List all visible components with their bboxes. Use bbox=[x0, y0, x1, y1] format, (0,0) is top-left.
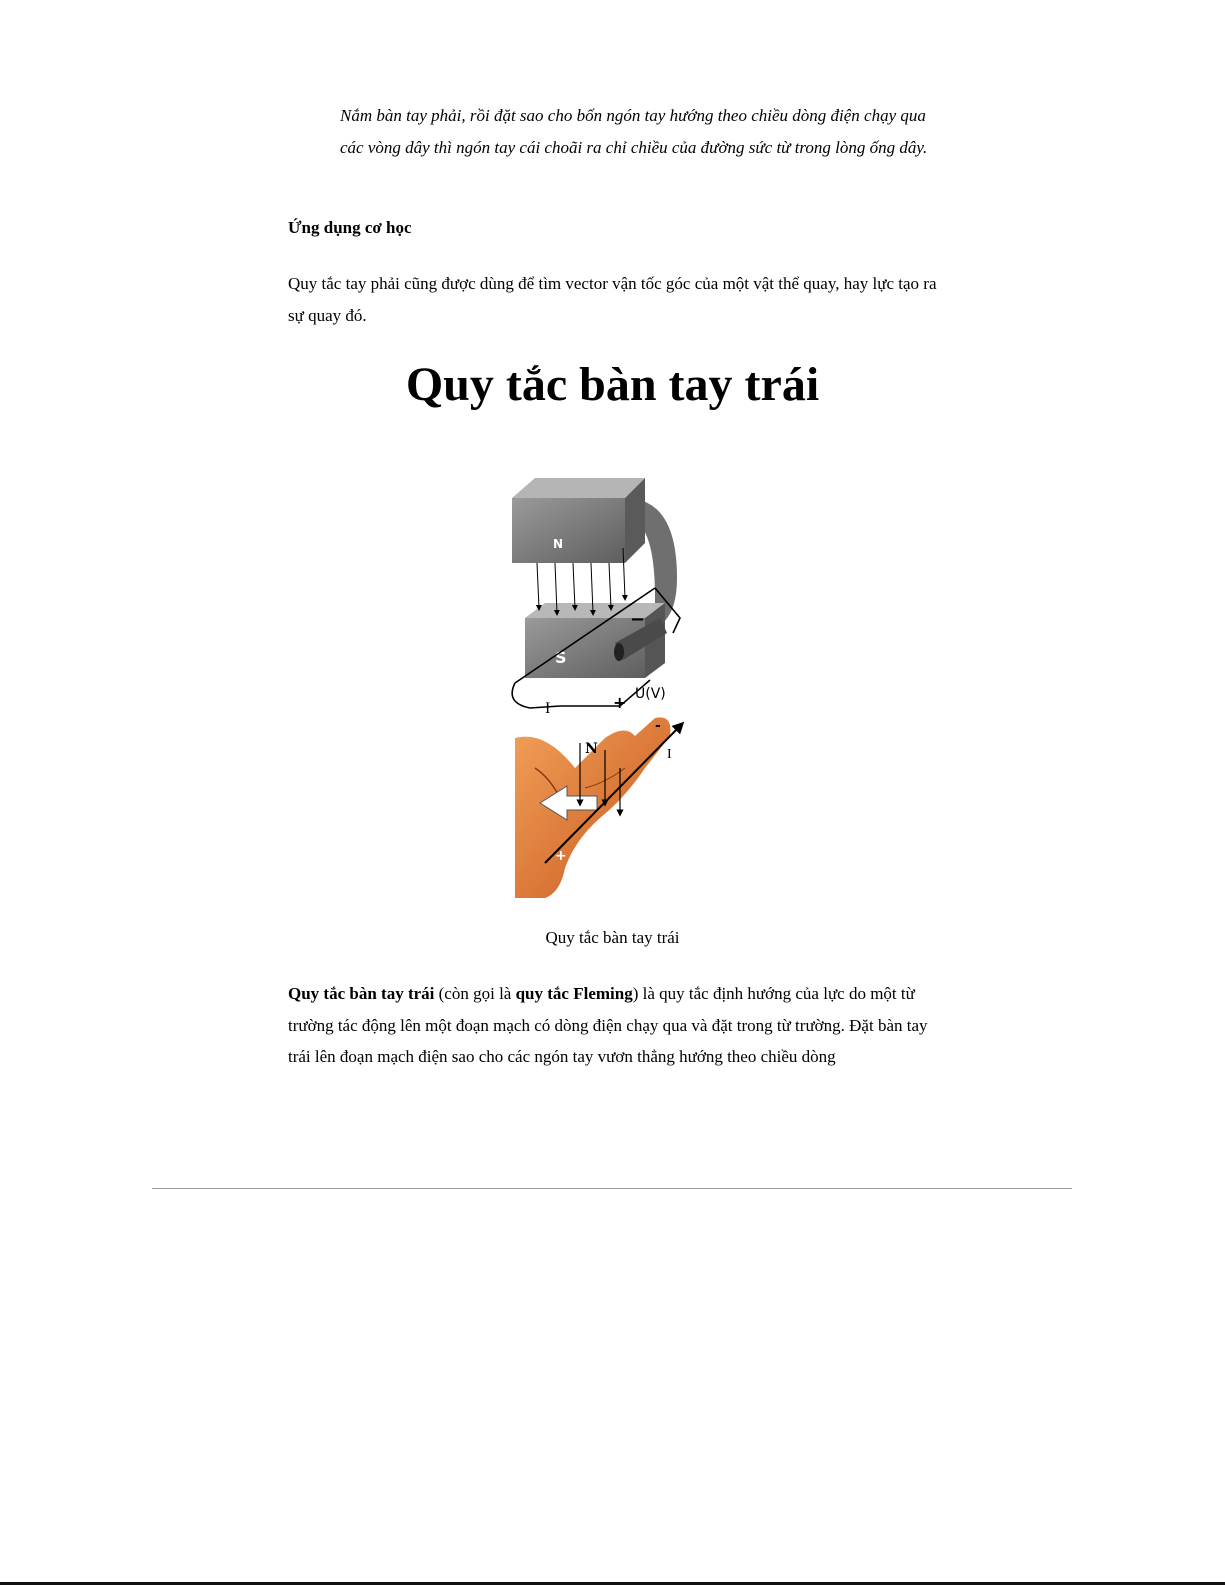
south-pole-label: S bbox=[555, 648, 567, 667]
left-hand-rule-figure bbox=[505, 468, 695, 908]
paragraph-text-2: ) là quy tắc định hướng của lực do một từ trường tác động lên một đoạn mạch có dòng điện chạy qua và đặt trong từ trường. Đặt bàn tay trái lên đoạn mạch điện sao cho các ngón tay vươn thẳng hướng theo chiều dòng bbox=[288, 984, 928, 1066]
page-title: Quy tắc bàn tay trái bbox=[405, 358, 820, 411]
figure-caption: Quy tắc bàn tay trái bbox=[545, 928, 680, 947]
horseshoe-magnet bbox=[512, 478, 677, 678]
hand-plus-label: + bbox=[555, 848, 567, 864]
current-label: I bbox=[545, 700, 551, 717]
right-hand-rule-quote: Nắm bàn tay phải, rồi đặt sao cho bốn ngón tay hướng theo chiều dòng điện chạy qua các vòng dây thì ngón tay cái choãi ra chỉ chiều của đường sức từ trong lòng ống dây. bbox=[340, 106, 928, 157]
section-heading: Ứng dụng cơ học bbox=[288, 218, 412, 237]
section-paragraph: Quy tắc tay phải cũng được dùng để tìm vector vận tốc góc của một vật thể quay, hay lực tạo ra sự quay đó. bbox=[288, 274, 937, 325]
term-left-hand-rule: Quy tắc bàn tay trái bbox=[288, 984, 435, 1003]
hand-current-label: I bbox=[667, 747, 672, 762]
hand-minus-label: - bbox=[655, 718, 661, 734]
paragraph-text-1: (còn gọi là bbox=[434, 984, 516, 1003]
north-pole-label: N bbox=[553, 537, 564, 551]
plus-terminal-label: + bbox=[613, 693, 627, 712]
term-fleming-rule: quy tắc Fleming bbox=[515, 984, 633, 1003]
hand-north-label: N bbox=[585, 741, 598, 757]
page-divider bbox=[152, 1188, 1072, 1189]
left-hand-illustration bbox=[515, 717, 680, 898]
definition-paragraph bbox=[288, 978, 948, 1073]
voltage-label: U(V) bbox=[635, 686, 666, 702]
minus-terminal-label: − bbox=[630, 609, 646, 630]
